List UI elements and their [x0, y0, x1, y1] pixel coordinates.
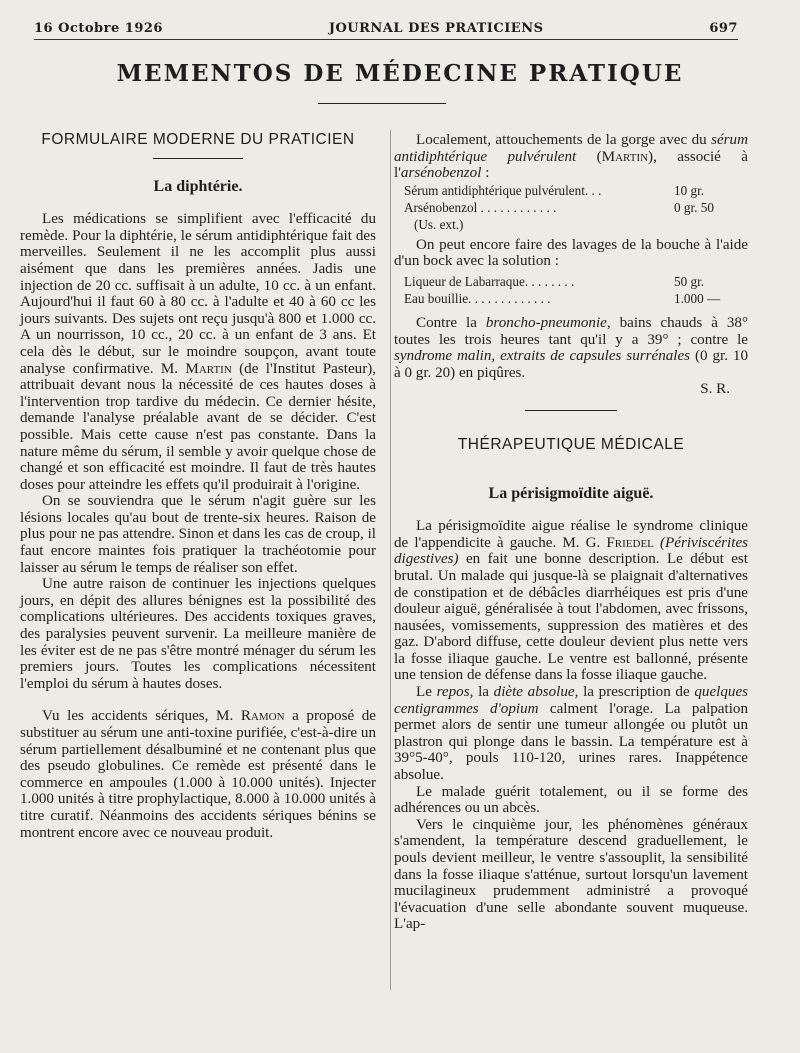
author-name: Ramon: [240, 708, 285, 725]
section-title-therapeutique: THÉRAPEUTIQUE MÉDICALE: [457, 435, 685, 453]
page-title: MEMENTOS DE MÉDECINE PRATIQUE: [116, 60, 684, 87]
title-rule: [318, 103, 446, 104]
article-subtitle-perisigmoidite: La périsigmoïdite aiguë.: [488, 484, 654, 502]
issue-date: 16 Octobre 1926: [34, 20, 163, 36]
running-head: [34, 17, 738, 40]
paragraph: Les médications se simplifient avec l'efficacité du remède. Pour la diphtérie, le sérum antidiphtérique fait des merveilles. Seulement il ne les accomplit plus aussi aisément que dans les premières années. Jadis une injection de 20 cc. suffisait à un adulte, 10 cc. à un enfant. Aujourd'hui il faut 60 à 80 cc. à l'adulte et 40 à 60 cc les jours suivants. Des sujets ont reçu jusqu'à 800 et 1.000 cc. A un nourrisson, 10 cc., 20 cc. à un enfant de 3 ans. Et cela dès le début, sur le moindre soupçon, avant toute analyse confirmative. M. Martin (de l'Institut Pasteur), attribuait devant nous la nécessité de ces hautes doses à l'intervention trop tardive du médecin. Ce dernier hésite, demande l'analyse préalable avant de se décider. C'est possible. Mais cette cause n'est pas constante. Dans la nature même du sérum, il semble y avoir quelque chose de changé et son efficacité est moindre. Il faut de très hautes doses pour atteindre les effets qu'il produirait à l'origine.: [20, 211, 377, 493]
prescription-row: (Us. ext.): [414, 216, 464, 232]
paragraph: On se souviendra que le sérum n'agit guère sur les lésions locales qu'au bout de trente-six heures. Raison de plus pour ne pas attendre. Sinon et dans les cas de croup, il faut encore maintes fois pratiquer la trachéotomie pour laisser au sérum le temps de réaliser son effet.: [20, 493, 376, 576]
paragraph: La périsigmoïdite aigue réalise le syndrome clinique de l'appendicite à gauche. M. G. Friedel (Périviscérites digestives) en fait une bonne description. Le début est brutal. Un malade qui jusque-là se plaignait d'alternatives de constipation et de débâcles diarrhéiques est pris d'une douleur aiguë, généralisée à tout l'abdomen, avec frissons, nausées, vomissements, suppression des matières et des gaz. D'abord diffuse, cette douleur devient plus nette vers la fosse iliaque gauche. Le ventre est ballonné, présente une tension de défense dans la fosse iliaque gauche.: [394, 518, 749, 684]
paragraph: Une autre raison de continuer les injections quelques jours, en dépit des allures bénignes est la possibilité des complications ultérieures. Des accidents toxiques graves, des paralysies peuvent survenir. La meilleure manière de les éviter est de ne pas s'être montré ménager du sérum les premiers jours. Toutes les complications nécessitent l'emploi du sérum à hautes doses.: [20, 576, 376, 692]
paragraph: Vers le cinquième jour, les phénomènes généraux s'amendent, la température descend graduellement, le pouls devient meilleur, le ventre s'assouplit, la sensibilité dans la fosse iliaque s'atténue, surtout lorsqu'un lavement mucilagineux prudemment administré a provoqué l'évacuation d'une selle abondante souvent muqueuse. L'ap-: [394, 816, 748, 933]
paragraph: On peut encore faire des lavages de la bouche à l'aide d'un bock avec la solution :: [394, 236, 748, 270]
section-title-formulaire: FORMULAIRE MODERNE DU PRATICIEN: [41, 131, 355, 148]
prescription-row: Arsénobenzol . . . . . . . . . . . . 0 gr. 50: [404, 199, 714, 215]
page-number: 697: [709, 20, 738, 36]
left-column: [20, 132, 376, 841]
prescription-row: Liqueur de Labarraque. . . . . . . . 50 gr.: [404, 273, 705, 289]
prescription-row: Sérum antidiphtérique pulvérulent. . . 10 gr.: [404, 182, 705, 198]
paragraph: Le malade guérit totalement, ou il se forme des adhérences ou un abcès.: [394, 783, 748, 817]
journal-name: JOURNAL DES PRATICIENS: [328, 20, 544, 36]
paragraph: Le repos, la diète absolue, la prescription de quelques centigrammes d'opium calment l'orage. La palpation permet alors de sentir une tumeur allongée ou plutôt un plastron qui plonge dans le bassin. La température est à 39°5-40°, pouls 110-120, urines rares. Inappétence absolue.: [394, 684, 749, 784]
prescription-table: [404, 182, 714, 233]
paragraph: Vu les accidents sériques, M. Ramon a proposé de substituer au sérum une anti-toxine purifiée, c'est-à-dire un sérum partiellement désalbuminé et ne contenant plus que des pseudo globulines. Ce remède est présenté dans le commerce en ampoules (1.000 à 10.000 unités). Injecter 1.000 unités à titre prophylactique, 8.000 à 10.000 unités à titre curatif. Néanmoins des accidents sériques bénins se montrent encore avec ce nouveau produit.: [20, 708, 377, 841]
signature: S. R.: [700, 381, 730, 398]
paragraph: Contre la broncho-pneumonie, bains chauds à 38° toutes les trois heures tant qu'il y a 39° ; contre le syndrome malin, extraits de capsules surrénales (0 gr. 10 à 0 gr. 20) en piqûres.: [394, 314, 748, 381]
paragraph: Localement, attouchements de la gorge avec du sérum antidiphtérique pulvérulent (Martin), associé à l'arsénobenzol :: [394, 132, 748, 182]
prescription-table: [404, 273, 720, 307]
author-name: Friedel: [606, 534, 654, 551]
prescription-row: Eau bouillie. . . . . . . . . . . . . 1.000 —: [404, 290, 721, 306]
author-name: Martin: [185, 360, 232, 377]
right-column: [394, 132, 748, 933]
column-divider: [390, 130, 391, 990]
article-subtitle-diphterie: La diphtérie.: [153, 177, 243, 195]
